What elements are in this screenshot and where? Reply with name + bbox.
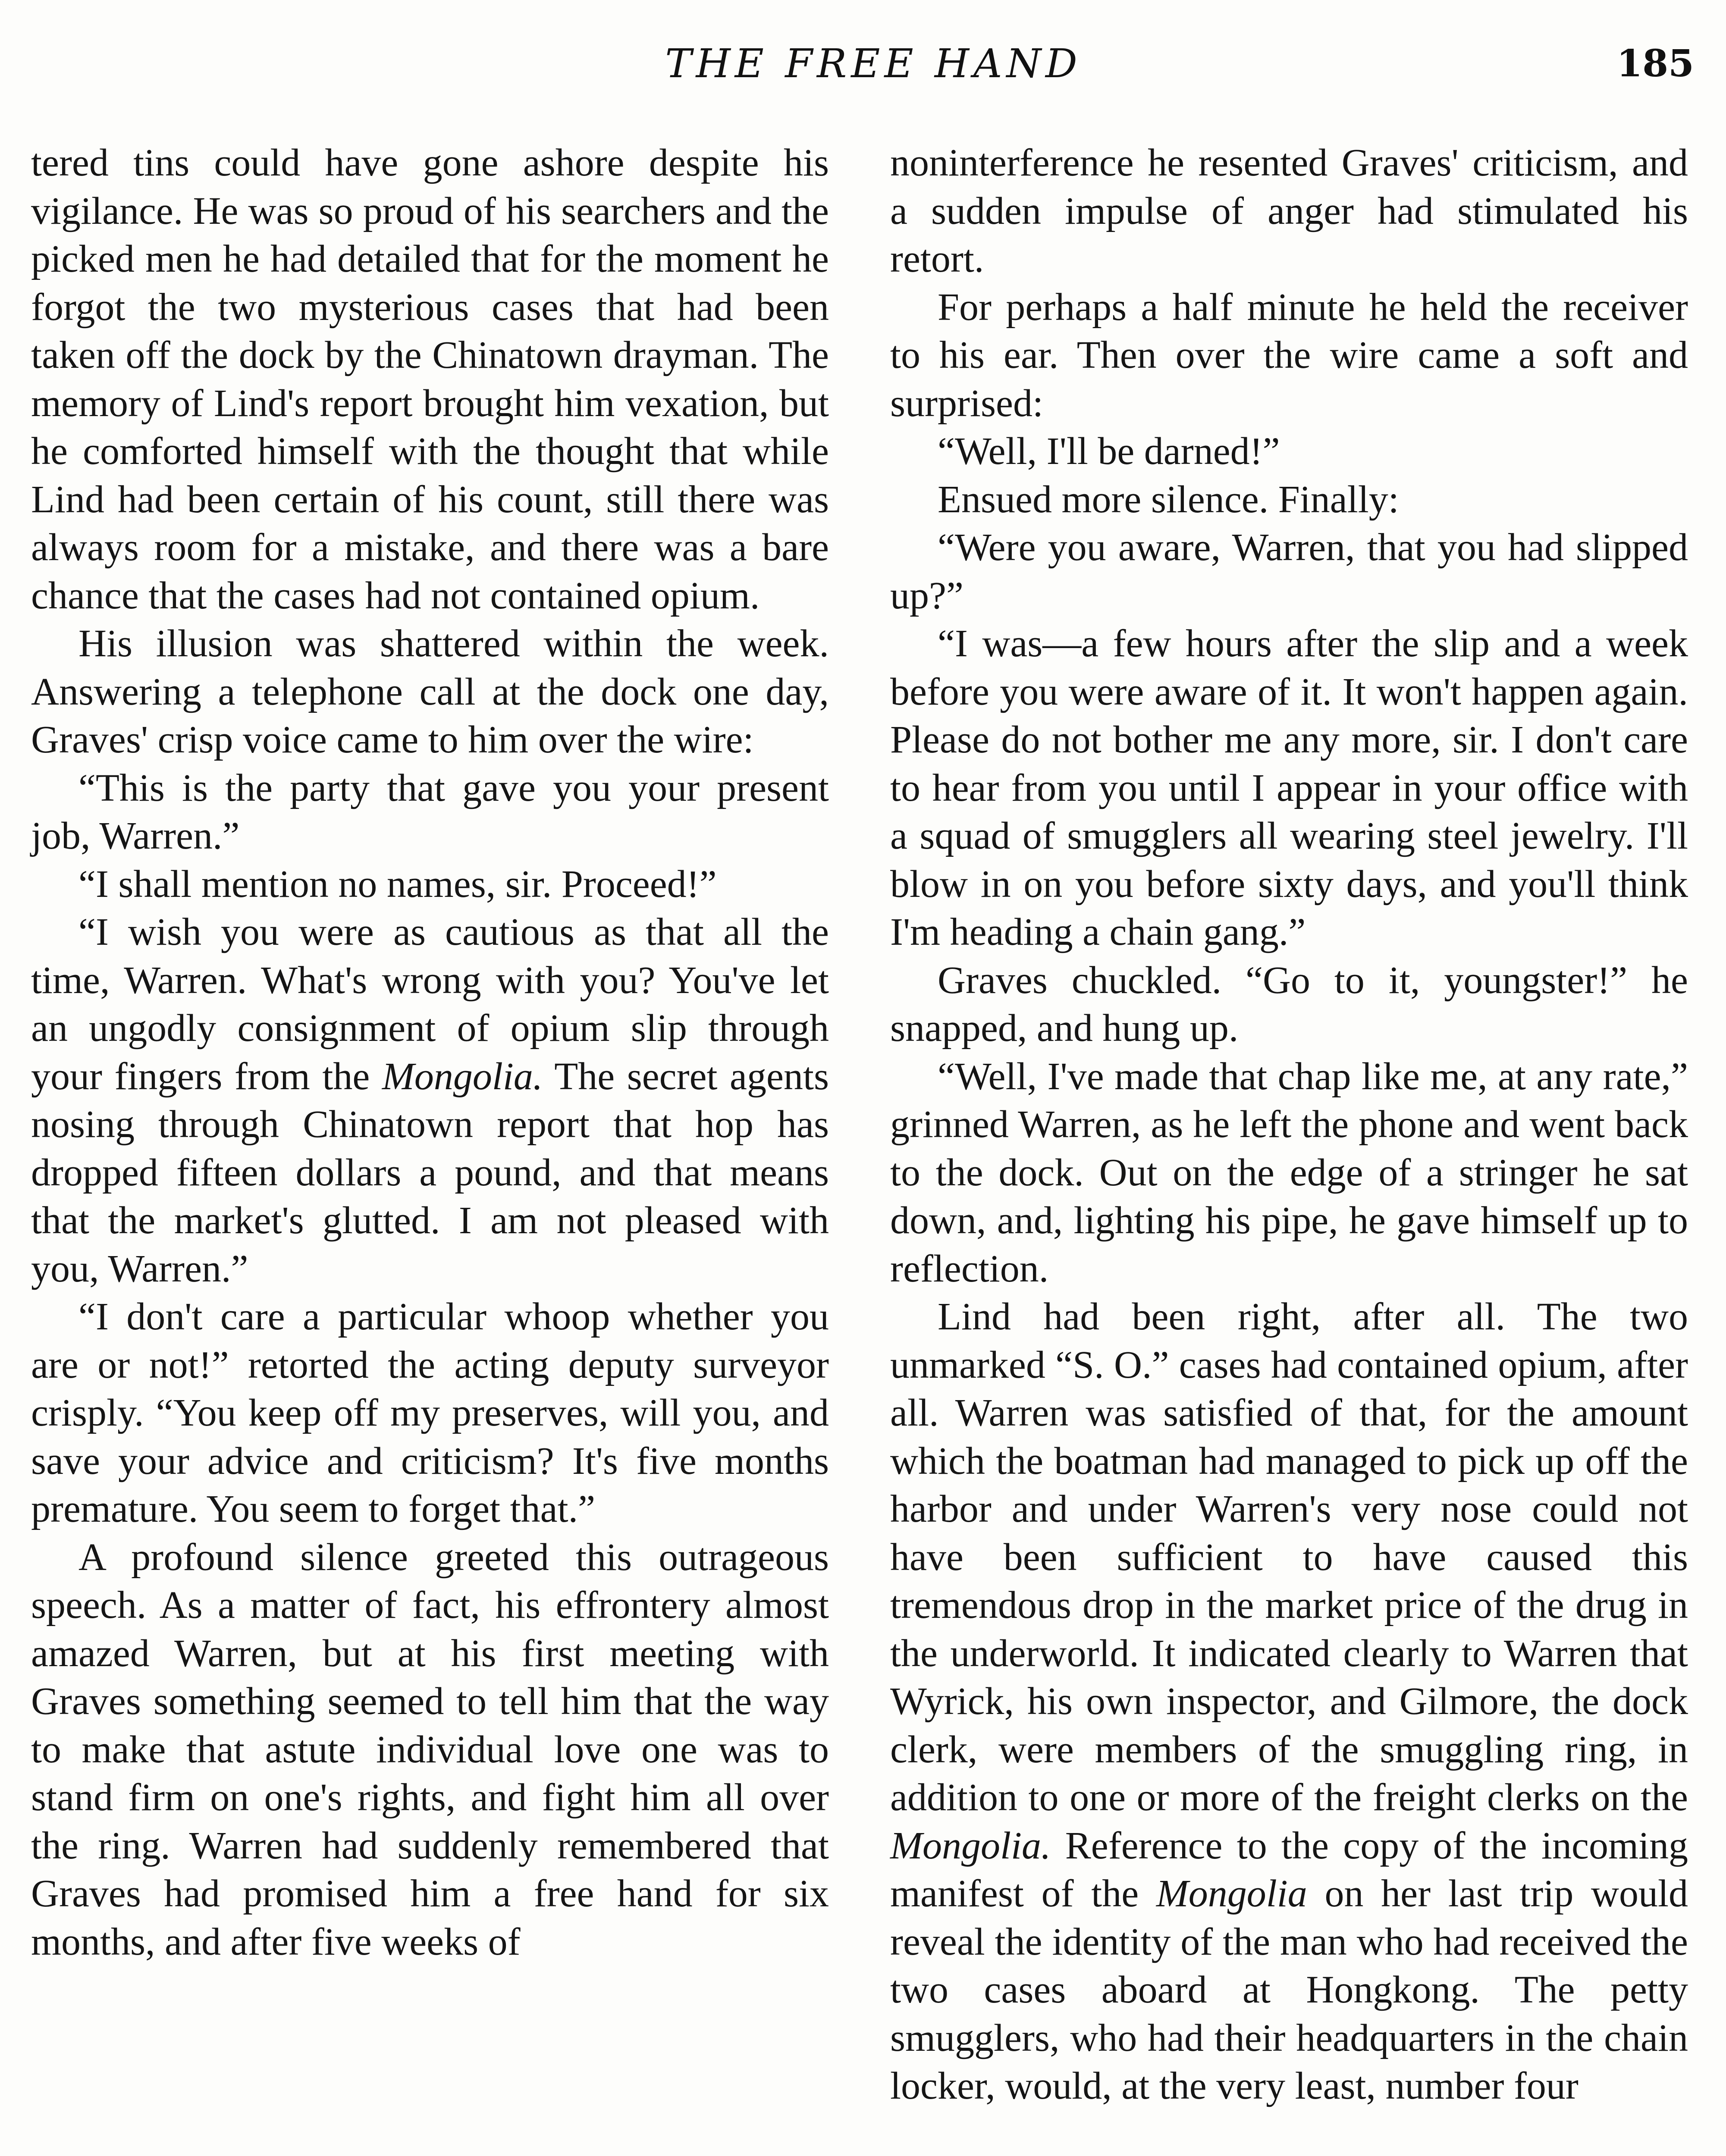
dialogue-paragraph: “Well, I've made that chap like me, at any rate,” grinned Warren, as he left the phone and went back to the dock. Out on the edge of a stringer he sat down, and, lighting his pipe, he gave himself up to reflection. — [890, 1055, 1688, 1290]
paragraph: noninterference he resented Graves' criticism, and a sudden impulse of anger had stimulated his retort. — [890, 141, 1688, 280]
paragraph — [890, 1293, 1688, 2110]
page-number: 185 — [1616, 42, 1694, 85]
paragraph-text: Lind had been right, after all. The two unmarked “S. O.” cases had contained opium, after all. Warren was satisfied of that, for the amount which the boatman had managed to pick up off the harbor and under Warren's very nose could not have been sufficient to have caused this tremendous drop in the market price of the drug in the underworld. It indicated clearly to Warren that Wyrick, his own inspector, and Gilmore, the dock clerk, were members of the smuggling ring, in addition to one or more of the freight clerks on the — [890, 1295, 1688, 1819]
paragraph: For perhaps a half minute he held the receiver to his ear. Then over the wire came a soft and surprised: — [890, 285, 1688, 425]
ship-name: Mongolia — [1156, 1872, 1307, 1915]
dialogue-paragraph: “I was—a few hours after the slip and a week before you were aware of it. It won't happen again. Please do not bother me any more, sir. I don't care to hear from you until I appear in your office with a squad of smugglers all wearing steel jewelry. I'll blow in on you before sixty days, and you'll think I'm heading a chain gang.” — [890, 622, 1688, 953]
paragraph: Ensued more silence. Finally: — [938, 478, 1399, 521]
dialogue-paragraph: “Well, I'll be darned!” — [938, 430, 1280, 473]
dialogue-paragraph: “Were you aware, Warren, that you had slipped up?” — [890, 526, 1688, 617]
left-column — [31, 139, 829, 1966]
dialogue-paragraph — [31, 908, 829, 1293]
right-column — [890, 139, 1688, 2110]
ship-name: Mongolia. — [382, 1055, 543, 1098]
dialogue-paragraph: “I shall mention no names, sir. Proceed!” — [78, 862, 717, 906]
paragraph-text: on her last trip would reveal the identity of the man who had received the two cases aboard at Hongkong. The petty smugglers, who had their headquarters in the chain locker, would, at the very least, number four — [890, 1872, 1688, 2107]
dialogue-paragraph: “I don't care a particular whoop whether you are or not!” retorted the acting deputy surveyor crisply. “You keep off my preserves, will you, and save your advice and criticism? It's five months premature. You seem to forget that.” — [31, 1295, 829, 1530]
paragraph: His illusion was shattered within the week. Answering a telephone call at the dock one day, Graves' crisp voice came to him over the wire: — [31, 622, 829, 761]
paragraph-text: Reference to the copy of the incoming manifest of the — [890, 1824, 1688, 1915]
dialogue-paragraph: “This is the party that gave you your present job, Warren.” — [31, 766, 829, 857]
paragraph-text: “I wish you were as cautious as that all the time, Warren. What's wrong with you? You've let an ungodly consignment of opium slip through your fingers from the — [31, 911, 829, 1098]
ship-name: Mongolia. — [890, 1824, 1051, 1867]
running-title: THE FREE HAND — [665, 41, 1082, 87]
paragraph: Graves chuckled. “Go to it, youngster!” he snapped, and hung up. — [890, 959, 1688, 1050]
paragraph: tered tins could have gone ashore despite his vigilance. He was so proud of his searchers and the picked men he had detailed that for the moment he forgot the two mysterious cases that had been taken off the dock by the Chinatown drayman. The memory of Lind's report brought him vexation, but he comforted himself with the thought that while Lind had been certain of his count, still there was always room for a mistake, and there was a bare chance that the cases had not contained opium. — [31, 141, 829, 617]
paragraph: A profound silence greeted this outrageous speech. As a matter of fact, his effrontery almost amazed Warren, but at his first meeting with Graves something seemed to tell him that the way to make that astute individual love one was to stand firm on one's rights, and fight him all over the ring. Warren had suddenly remembered that Graves had promised him a free hand for six months, and after five weeks of — [31, 1536, 829, 1963]
paragraph-text: The secret agents nosing through Chinatown report that hop has dropped fifteen dollars a pound, and that means that the market's glutted. I am not pleased with you, Warren.” — [31, 1055, 829, 1290]
running-head — [0, 38, 1726, 90]
